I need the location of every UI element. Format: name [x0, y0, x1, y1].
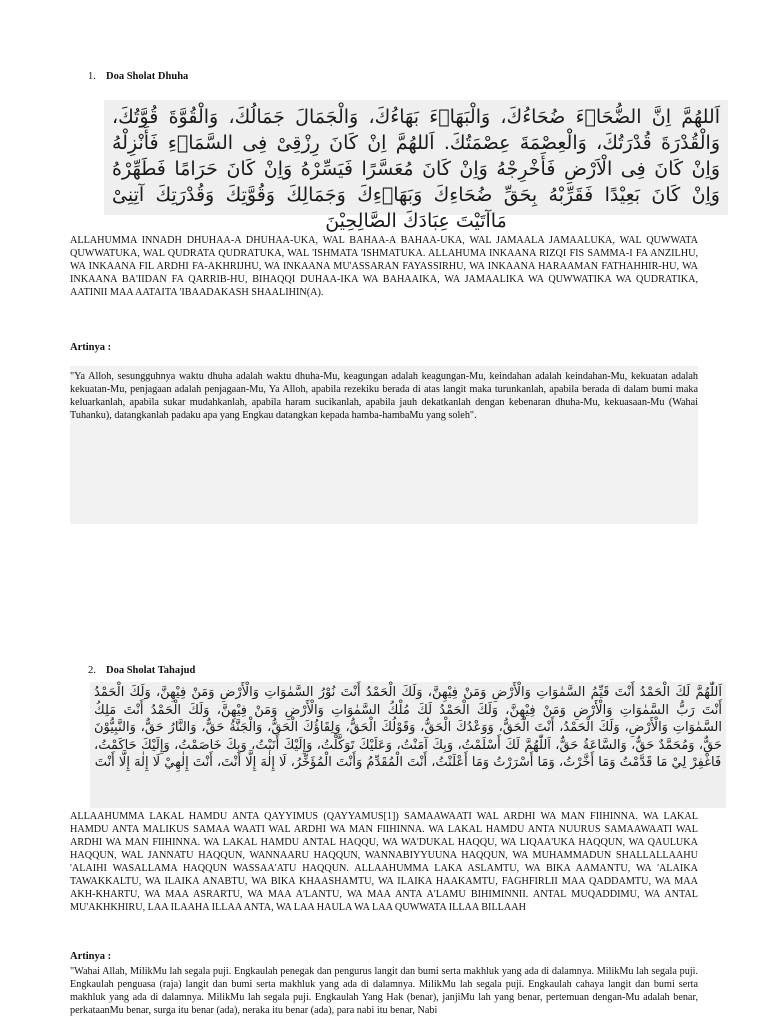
section1-number: 1. [88, 71, 96, 82]
section2-heading [88, 664, 195, 677]
section2-translation-text: "Wahai Allah, MilikMu lah segala puji. Engkaulah penegak dan pengurus langit dan bumi serta makhluk yang ada di dalamnya. MilikMu lah segala puji. Engkaulah penguasa (raja) langit dan bumi serta makhluk yang ada di dalamnya. MilikMu lah segala puji. Engkaulah cahaya langit dan bumi serta makhluk yang ada di dalamnya. MilikMu lah segala puji. Engkaulah Yang Hak (benar), janjiMu lah yang benar, pertemuan dengan-Mu adalah benar, perkataanMu benar, surga itu benar (ada), neraka itu benar (ada), para nabi itu benar, Nabi [70, 966, 698, 1016]
section2-artinya-label: Artinya : [70, 951, 112, 962]
section1-heading [88, 70, 188, 83]
section2-title: Doa Sholat Tahajud [106, 665, 196, 676]
section1-translation-box [70, 366, 698, 524]
section2-number: 2. [88, 665, 96, 676]
section1-latin-text: ALLAHUMMA INNADH DHUHAA-A DHUHAA-UKA, WAL BAHAA-A BAHAA-UKA, WAL JAMAALA JAMAALUKA, WAL QUWWATA QUWWATUKA, WAL QUDRATA QUDRATUKA, WAL 'ISHMATA 'ISHMATUKA. ALLAHUMA INKAANA RIZQI FIS SAMMA-I FA ANZILHU, WA INKAANA FIL ARDHI FA-AKHRIJHU, WA INKAANA MU'ASSARAN FAYASSIRHU, WA INKAANA HARAAMAN FATHAHHIR-HU, WA INKAANA BA'IIDAN FA QARRIB-HU, BIHAQQI DUHAA-IKA WA BAHAAIKA, WA JAMAALIKA WA QUWWATIKA WA QUDRATIKA, AATINII MAA AATAITA 'IBAADAKASH SHAALIHIN(A). [70, 235, 698, 298]
section2-latin-text: ALLAAHUMMA LAKAL HAMDU ANTA QAYYIMUS (QAYYAMUS[1]) SAMAAWAATI WAL ARDHI WA MAN FIIHINNA. WA LAKAL HAMDU ANTA MALIKUS SAMAA WAATI WAL ARDHI WA MAN FIIHINNA. WA LAKAL HAMDU ANTA NUURUS SAMAAWAATI WAL ARDHI WA MAN FIIHINNA. WA LAKAL HAMDU ANTAL HAQQU, WA WA'DUKAL HAQQU, WA LIQAA'UKA HAQQUN, WA QAULUKA HAQQUN, WAL JANNATU HAQQUN, WANNAARU HAQQUN, WANNABIYYUUNA HAQQUN, WA MUHAMMADUN SHALLALLAAHU 'ALAIHI WASALLAMA HAQQUN WASSAA'ATU HAQQUN. ALLAAHUMMA LAKA ASLAMTU, WA BIKA AAMANTU, WA 'ALAIKA TAWAKKALTU, WA ILAIKA ANABTU, WA BIKA KHAASHAMTU, WA ILAIKA HAAKAMTU, FAGHFIRLII MAA QADDAMTU, WA MAA AKH-KHARTU, WA MAA ASRARTU, WA MAA A'LANTU, WA MAA ANTA A'LAMU BIHIMINNII. ANTAL MUQADDIMU, WA ANTAL MU'AKHKHIRU, LAA ILAAHA ILLAA ANTA, WA LAA HAULA WA LAA QUWWATA ILLAA BILLAAH [70, 811, 698, 913]
section1-title: Doa Sholat Dhuha [106, 71, 189, 82]
section2-arabic-text: اَللّٰهُمَّ لَكَ الْحَمْدُ أَنْتَ قَيِّمُ السَّمٰوَاتِ وَالْأَرْضِ وَمَنْ فِيْهِنَّ، وَلَكَ الْحَمْدُ أَنْتَ نُوْرُ السَّمٰوَاتِ وَالْأَرْضِ وَمَنْ فِيْهِنَّ، وَلَكَ الْحَمْدُ أَنْتَ رَبُّ السَّمٰوَاتِ وَالْأَرْضِ وَمَنْ فِيْهِنَّ، وَلَكَ الْحَمْدُ لَكَ مُلْكُ السَّمٰوَاتِ وَالْأَرْضِ وَمَنْ فِيْهِنَّ، وَلَكَ الْحَمْدُ أَنْتَ مَلِكُ السَّمٰوَاتِ وَالْأَرْضِ، وَلَكَ الْحَمْدُ، أَنْتَ الْحَقُّ، وَوَعْدُكَ الْحَقُّ، وَقَوْلُكَ الْحَقُّ، وَلِقَاؤُكَ الْحَقُّ، وَالْجَنَّةُ حَقٌّ، وَالنَّارُ حَقٌّ، وَالنَّبِيُّوْنَ حَقٌّ، وَمُحَمَّدٌ حَقٌّ، وَالسَّاعَةُ حَقٌّ، اَللّٰهُمَّ لَكَ أَسْلَمْتُ، وَبِكَ آمَنْتُ، وَعَلَيْكَ تَوَكَّلْتُ، وَإِلَيْكَ أَنَبْتُ، وَبِكَ خَاصَمْتُ، وَإِلَيْكَ حَاكَمْتُ، فَاغْفِرْ لِيْ مَا قَدَّمْتُ وَمَا أَخَّرْتُ، وَمَا أَسْرَرْتُ وَمَا أَعْلَنْتُ، أَنْتَ الْمُقَدِّمُ وَأَنْتَ الْمُؤَخِّرُ، لَا إِلٰهَ إِلَّا أَنْتَ، أَنْتَ إِلٰهِيْ لَا إِلٰهَ إِلَّا أَنْتَ [90, 682, 726, 808]
section1-artinya-label: Artinya : [70, 342, 112, 353]
section1-arabic-text: اَللهُمَّ اِنَّ الضُّحَاۤءَ ضُحَاءُكَ، وَالْبَهَاۤءَ بَهَاءُكَ، وَالْجَمَالَ جَمَالُكَ، وَالْقُوَّةَ قُوَّتُكَ، وَالْقُدْرَةَ قُدْرَتُكَ، وَالْعِصْمَةَ عِصْمَتُكَ. اَللهُمَّ اِنْ كَانَ رِزْقِىْ فِى السَّمَاۤءِ فَأَنْزِلْهُ وَاِنْ كَانَ فِى الْاَرْضِ فَأَخْرِجْهُ وَاِنْ كَانَ مُعَسَّرًا فَيَسِّرْهُ وَاِنْ كَانَ حَرَامًا فَطَهِّرْهُ وَاِنْ كَانَ بَعِيْدًا فَقَرِّبْهُ بِحَقِّ ضُحَاءِكَ وَبَهَاۤءِكَ وَجَمَالِكَ وَقُوَّتِكَ وَقُدْرَتِكَ آتِنِىْ مَاآتَيْتَ عِبَادَكَ الصَّالِحِيْنَ [104, 100, 728, 215]
section1-translation-text: "Ya Alloh, sesungguhnya waktu dhuha adalah waktu dhuha-Mu, keagungan adalah keagungan-Mu, keindahan adalah keindahan-Mu, kekuatan adalah kekuatan-Mu, penjagaan adalah penjagaan-Mu, Ya Alloh, apabila rezekiku berada di atas langit maka turunkanlah, apabila berada di dalam bumi maka keluarkanlah, apabila sukar mudahkanlah, apabila haram sucikanlah, apabila jauh dekatkanlah dengan kebenaran dhuha-Mu, kekuasaan-Mu (Wahai Tuhanku), datangkanlah padaku apa yang Engkau datangkan kepada hamba-hambaMu yang soleh". [70, 371, 698, 421]
